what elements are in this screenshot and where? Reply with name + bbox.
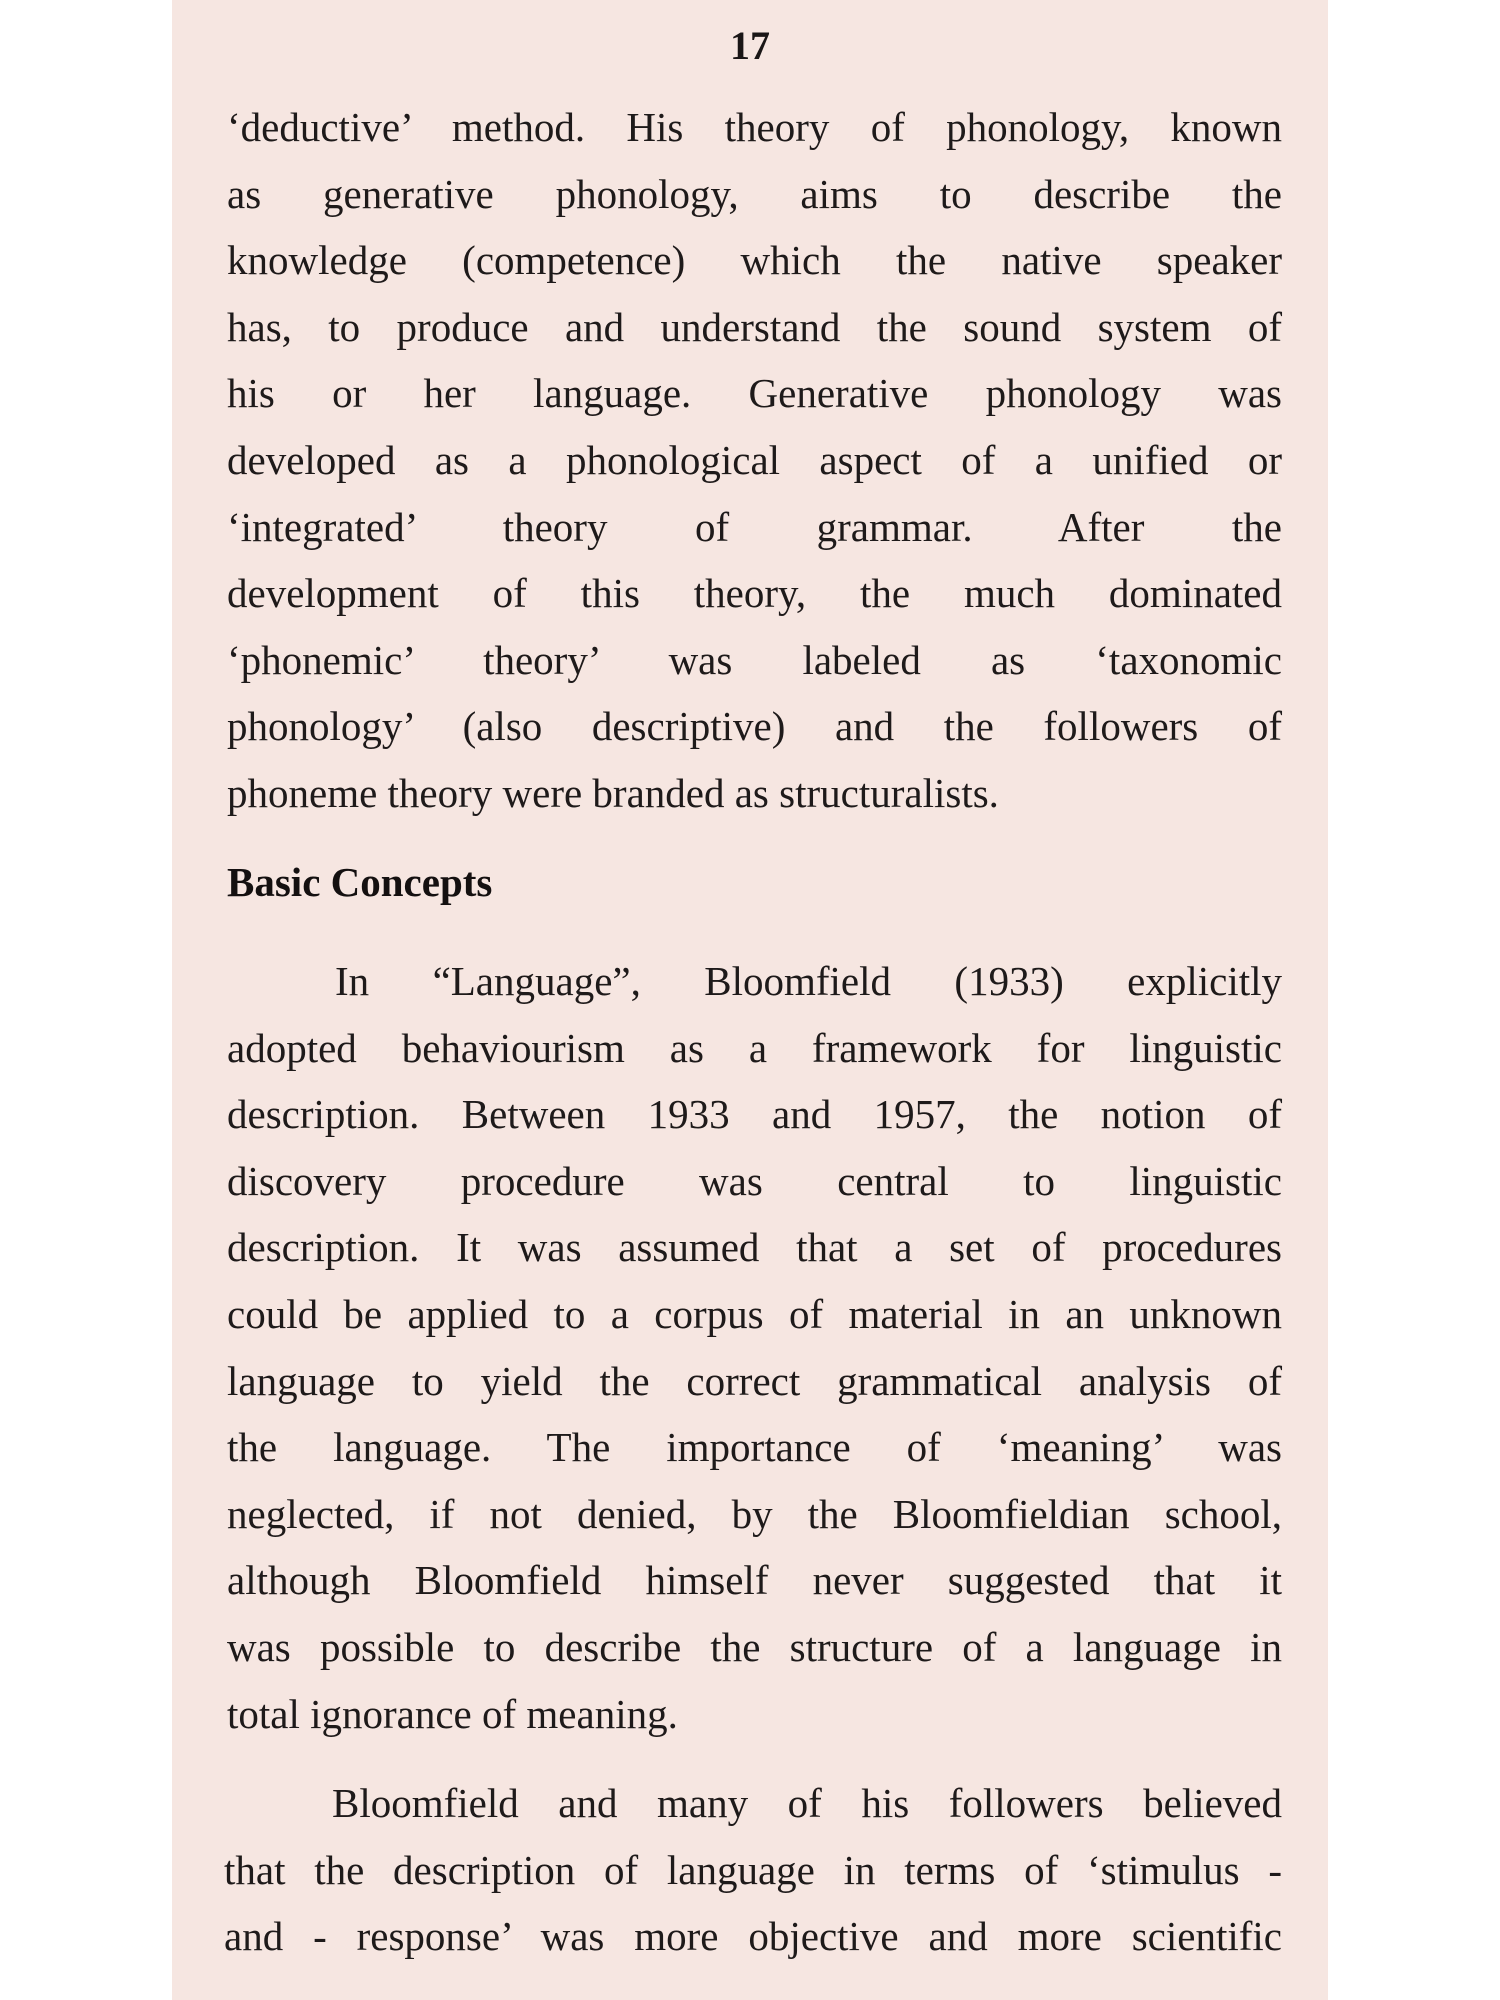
book-page — [172, 0, 1328, 2000]
page-number: 17 — [730, 23, 770, 68]
paragraph-bloomfield — [227, 948, 1282, 1747]
text-line: as generative phonology, aims to describe the — [227, 170, 1282, 217]
text-line: knowledge (competence) which the native speaker — [227, 237, 1282, 284]
text-line: was possible to describe the structure of a language in — [227, 1623, 1282, 1670]
text-line: development of this theory, the much dominated — [227, 570, 1282, 617]
text-line: although Bloomfield himself never suggested that it — [227, 1557, 1282, 1604]
text-line: and - response’ was more objective and more scientific — [224, 1913, 1282, 1960]
paragraph-stimulus-response — [224, 1770, 1282, 1970]
text-line: Bloomfield and many of his followers believed — [332, 1780, 1282, 1826]
text-line: that the description of language in terms of ‘stimulus - — [224, 1846, 1282, 1893]
text-line: his or her language. Generative phonology was — [227, 370, 1282, 417]
section-heading: Basic Concepts — [227, 859, 493, 905]
text-line: developed as a phonological aspect of a unified or — [227, 436, 1282, 483]
text-line: ‘phonemic’ theory’ was labeled as ‘taxonomic — [227, 636, 1282, 683]
text-line: has, to produce and understand the sound system of — [227, 303, 1282, 350]
text-line: the language. The importance of ‘meaning’ was — [227, 1424, 1282, 1471]
text-line: description. Between 1933 and 1957, the notion of — [227, 1091, 1282, 1138]
text-line: ‘deductive’ method. His theory of phonology, known — [227, 104, 1282, 150]
text-line: ‘integrated’ theory of grammar. After the — [227, 503, 1282, 550]
text-line: discovery procedure was central to linguistic — [227, 1157, 1282, 1204]
paragraph-generative-phonology — [227, 94, 1282, 827]
text-line: could be applied to a corpus of material in an unknown — [227, 1290, 1282, 1337]
text-line: adopted behaviourism as a framework for linguistic — [227, 1024, 1282, 1071]
text-line: total ignorance of meaning. — [227, 1690, 678, 1737]
text-line: description. It was assumed that a set of procedures — [227, 1224, 1282, 1271]
text-line: phonology’ (also descriptive) and the followers of — [227, 703, 1282, 750]
text-line: In “Language”, Bloomfield (1933) explicitly — [335, 958, 1282, 1004]
text-line: phoneme theory were branded as structuralists. — [227, 769, 999, 816]
text-line: language to yield the correct grammatical analysis of — [227, 1357, 1282, 1404]
text-line: neglected, if not denied, by the Bloomfieldian school, — [227, 1490, 1282, 1537]
